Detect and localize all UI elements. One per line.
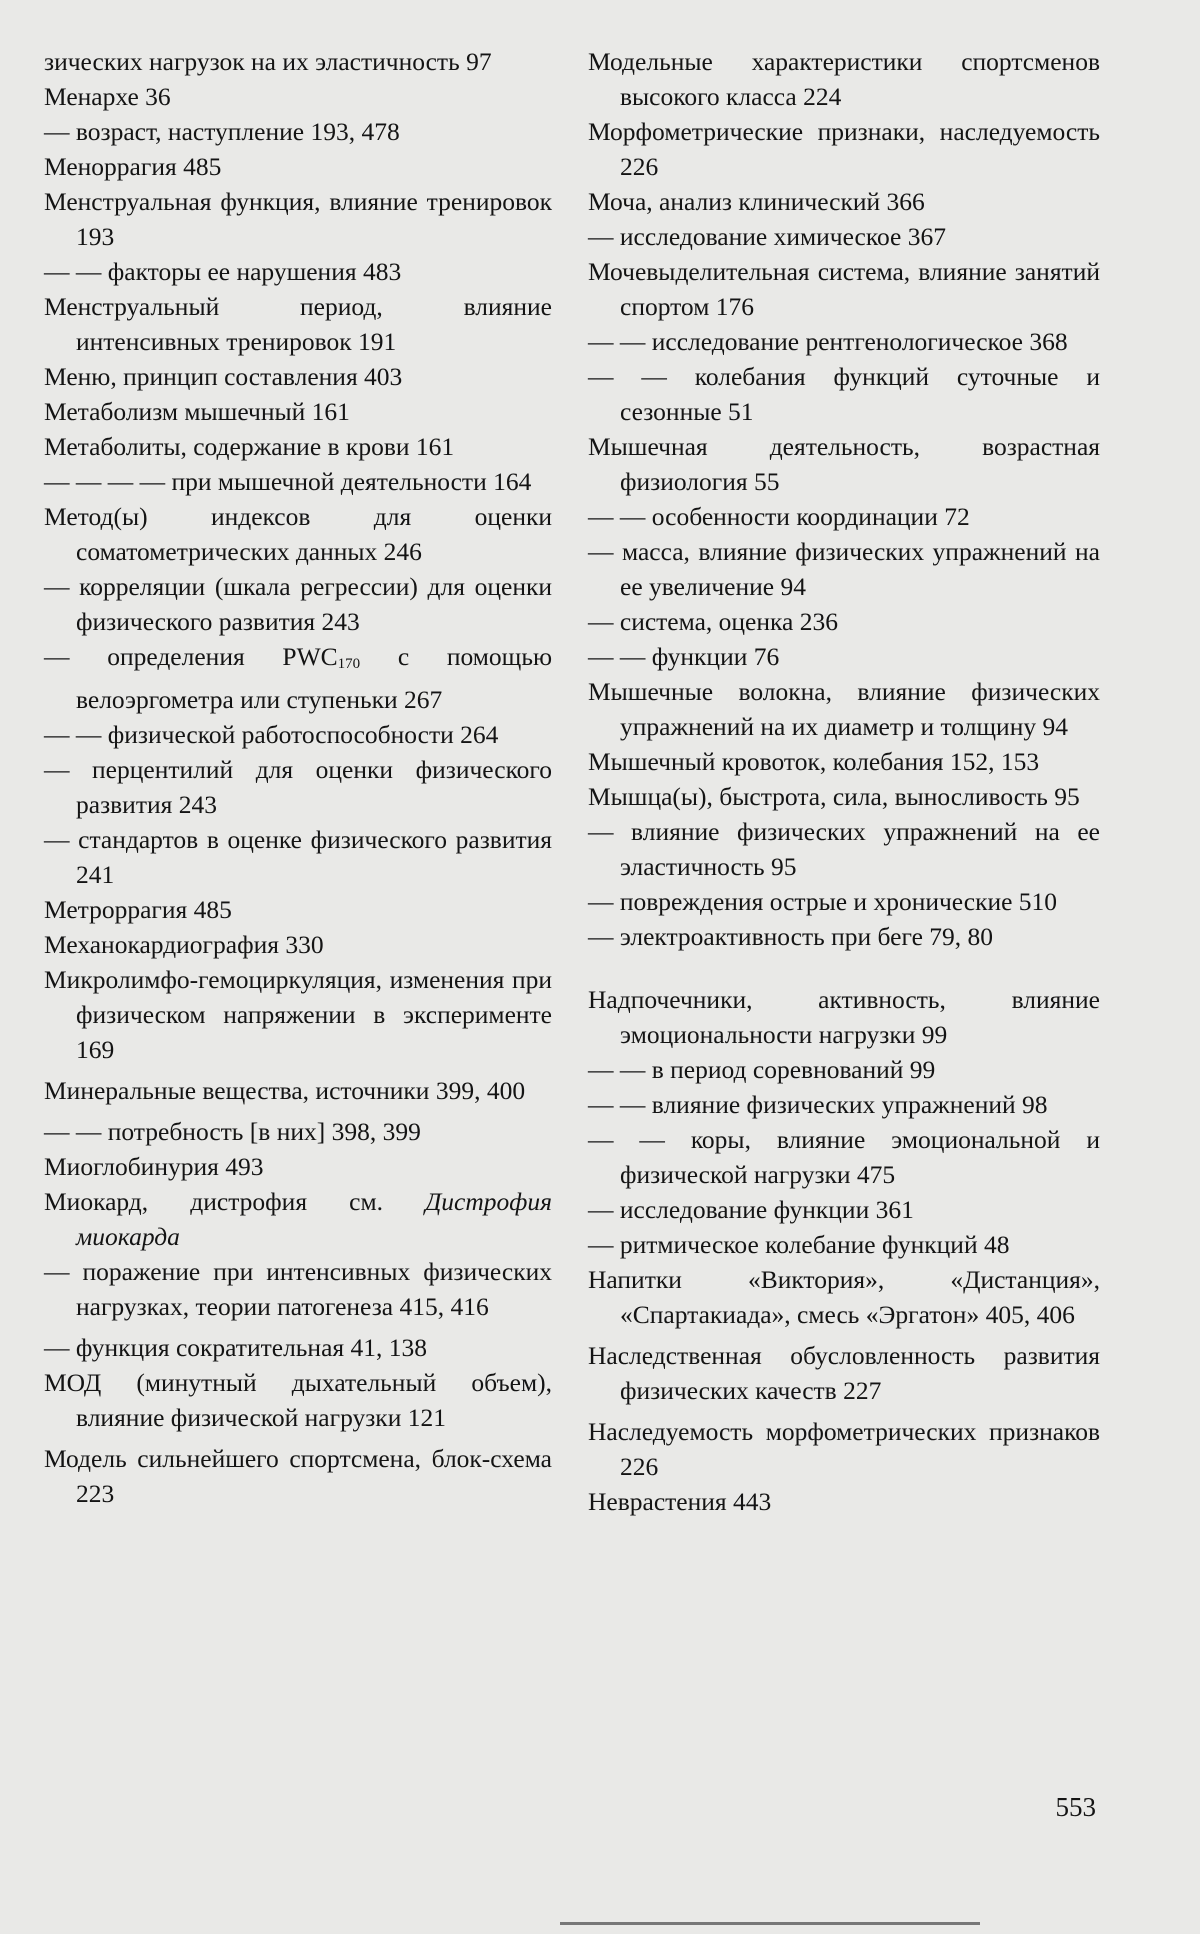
index-entry: Наследуемость морфометрических признаков 226 [588,1417,1100,1481]
index-entry: Мочевыделительная система, влияние занятий спортом 176 [588,257,1100,321]
index-entry: Меноррагия 485 [44,152,222,181]
index-entry: — — в период соревнований 99 [588,1055,936,1084]
index-entry: МОД (минутный дыхательный объем), влияние физической нагрузки 121 [44,1368,552,1432]
index-entry: — — особенности координации 72 [588,502,970,531]
index-entry: — — влияние физических упражнений 98 [588,1090,1048,1119]
entry-text: с помощью велоэргометра или ступеньки 267 [76,642,552,714]
index-entry: Микролимфо-гемоциркуляция, изменения при физическом напряжении в эксперименте 169 [44,965,552,1064]
index-entry: — стандартов в оценке физического развития 241 [44,825,552,889]
index-entry: Надпочечники, активность, влияние эмоциональности нагрузки 99 [588,985,1100,1049]
index-entry: — перцентилий для оценки физического развития 243 [44,755,552,819]
index-entry: Механокардиография 330 [44,930,324,959]
index-entry: — повреждения острые и хронические 510 [588,887,1058,916]
index-entry: Мышца(ы), быстрота, сила, выносливость 95 [588,782,1080,811]
index-entry: — система, оценка 236 [588,607,838,636]
index-entry: — поражение при интенсивных физических нагрузках, теории патогенеза 415, 416 [44,1257,552,1321]
index-entry: зических нагрузок на их эластичность 97 [44,47,492,76]
index-entry: — ритмическое колебание функций 48 [588,1230,1010,1259]
index-entry: — — функции 76 [588,642,780,671]
entry-text: Миокард, дистрофия см. [44,1187,426,1216]
index-entry: — функция сократительная 41, 138 [44,1333,427,1362]
left-column [44,44,552,1511]
index-entry: Неврастения 443 [588,1487,772,1516]
index-entry: — исследование химическое 367 [588,222,946,251]
index-entry: — — факторы ее нарушения 483 [44,257,402,286]
index-entry: — — колебания функций суточные и сезонные 51 [588,362,1100,426]
index-entry: Метроррагия 485 [44,895,232,924]
index-entry: — влияние физических упражнений на ее эластичность 95 [588,817,1100,881]
index-entry: Миоглобинурия 493 [44,1152,264,1181]
entry-subscript: 170 [337,656,361,672]
index-entry: Мышечный кровоток, колебания 152, 153 [588,747,1040,776]
index-entry: — исследование функции 361 [588,1195,914,1224]
index-entry [44,639,552,717]
index-entry: Мышечные волокна, влияние физических упражнений на их диаметр и толщину 94 [588,677,1100,741]
index-entry: Меню, принцип составления 403 [44,362,403,391]
entry-text: — определения PWC [44,642,338,671]
page-number: 553 [1055,1792,1096,1822]
index-entry: Модель сильнейшего спортсмена, блок-схема 223 [44,1444,552,1508]
right-column [588,44,1100,1519]
index-entry: Менструальный период, влияние интенсивных тренировок 191 [44,292,552,356]
index-entry: Морфометрические признаки, наследуемость 226 [588,117,1100,181]
index-entry: — — исследование рентгенологическое 368 [588,327,1068,356]
index-entry: — — коры, влияние эмоциональной и физической нагрузки 475 [588,1125,1100,1189]
index-entry: — — — — при мышечной деятельности 164 [44,467,532,496]
entry-cross-reference: Дистрофия миокарда [76,1187,552,1251]
index-entry: — электроактивность при беге 79, 80 [588,922,994,951]
index-entry: Минеральные вещества, источники 399, 400 [44,1076,526,1105]
index-entry: Менструальная функция, влияние тренировок 193 [44,187,552,251]
index-entry: — корреляции (шкала регрессии) для оценки физического развития 243 [44,572,552,636]
index-entry: Напитки «Виктория», «Дистанция», «Спартакиада», смесь «Эргатон» 405, 406 [588,1265,1100,1329]
index-entry: Наследственная обусловленность развития физических качеств 227 [588,1341,1100,1405]
index-entry: Метод(ы) индексов для оценки соматометрических данных 246 [44,502,552,566]
index-entry: — масса, влияние физических упражнений на ее увеличение 94 [588,537,1100,601]
index-entry: — — потребность [в них] 398, 399 [44,1117,421,1146]
index-entry: Моча, анализ клинический 366 [588,187,925,216]
index-entry: Менархе 36 [44,82,171,111]
bottom-rule [560,1922,980,1925]
index-entry: — — физической работоспособности 264 [44,720,499,749]
index-entry [44,1184,552,1254]
index-entry: Модельные характеристики спортсменов высокого класса 224 [588,47,1100,111]
index-entry: Метаболиты, содержание в крови 161 [44,432,455,461]
index-entry: — возраст, наступление 193, 478 [44,117,400,146]
index-entry: Мышечная деятельность, возрастная физиология 55 [588,432,1100,496]
index-entry: Метаболизм мышечный 161 [44,397,350,426]
